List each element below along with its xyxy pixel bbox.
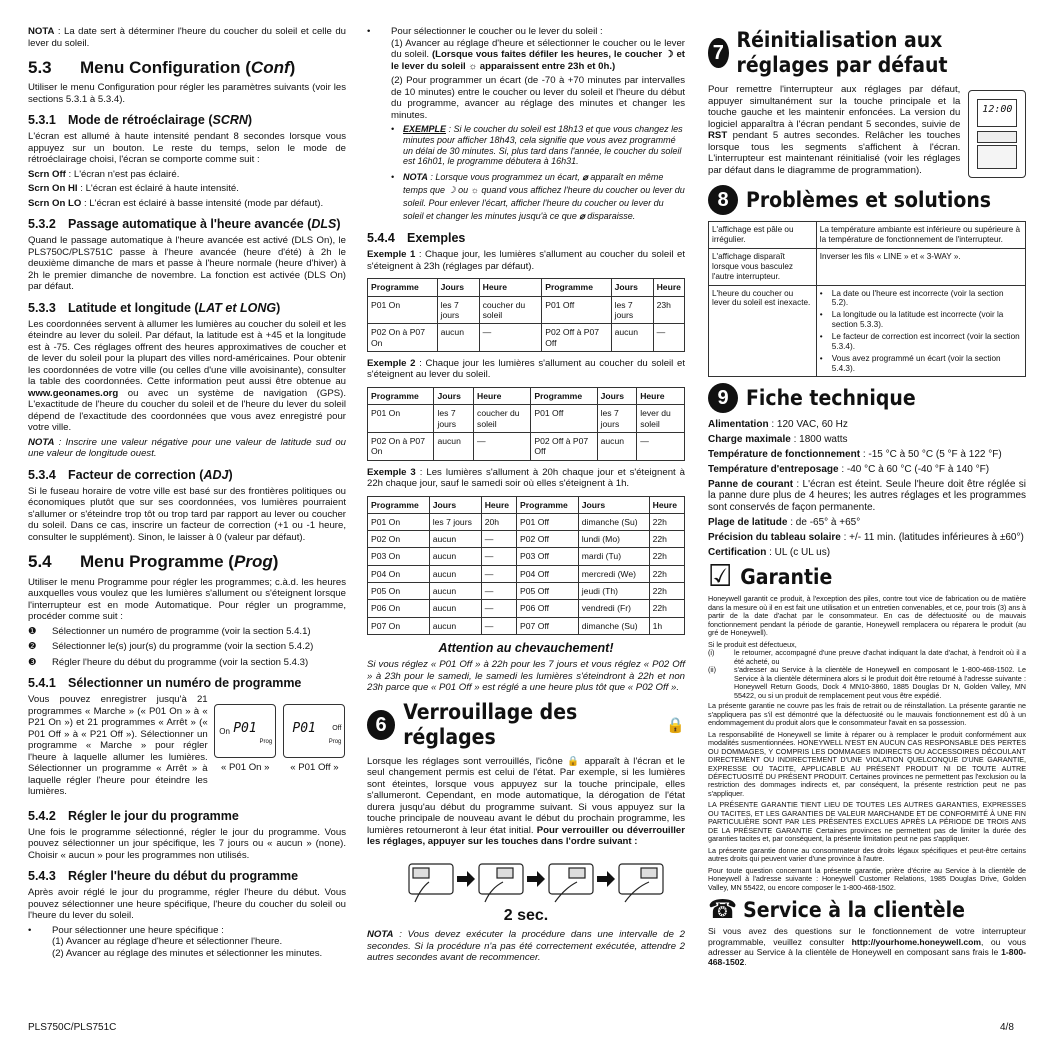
column-header: Heure: [637, 387, 685, 404]
table-cell: P05 Off: [517, 583, 579, 600]
table-row: [368, 432, 685, 460]
column-header: Heure: [474, 387, 531, 404]
table-cell: coucher du soleil: [474, 405, 531, 433]
column-header: Heure: [479, 279, 542, 296]
example-note: • EXEMPLE : Si le coucher du soleil est 18h13 et que vous changez les minutes pour afficher 18h43, cela signifie que vous avez programmé un délai de 30 minutes. Si, plus tard dans l'année, le coucher du soleil est 16h01, le programme débutera à 16h31.: [391, 124, 683, 167]
section-5-3-2-text: Quand le passage automatique à l'heure avancée est activé (DLS On), le PLS750C/PLS751C passe à l'heure avancée (heure d'été) à 2h le deuxième dimanche de mars et passe à l'heure normale (heure d'hiver) à 2h le premier dimanche de novembre. La fonction est activée (DLS On) par défaut.: [28, 235, 346, 293]
table-cell: les 7 jours: [611, 296, 653, 324]
step-2: ❷ Sélectionner le(s) jour(s) du programme (voir la section 5.4.2): [28, 641, 314, 653]
bullet-specific-time: • Pour sélectionner une heure spécifique :: [28, 924, 224, 936]
table-cell: les 7 jours: [429, 513, 481, 530]
bullet-specific-time-step-1: (1) Avancer au réglage d'heure et sélectionner l'heure.: [52, 936, 283, 948]
bullet-icon: •: [367, 26, 371, 37]
table-cell: 22h: [649, 513, 684, 530]
section-5-3-3-text: Les coordonnées servent à allumer les lumières au coucher du soleil et les éteindre au lever du soleil. Par défaut, la latitude est à +45 et la longitude est à -75. Ces réglages offrent des heures approximatives de coucher et de lever du soleil pour la plupart des villes nord-américaines. Pour obtenir les coordonnées de votre ville (ou celles d'une ville avoisinante), consulter la table des coordonnées. Cette information peut aussi être obtenue au www.geonames.org ou avec un système de navigation (GPS). L'exactitude de l'heure du coucher du soleil et de l'heure du lever du soleil dépend de l'exactitude des coordonnées que vous avez enregistré pour votre ville.: [28, 318, 346, 434]
scrn-off: Scrn Off : L'écran n'est pas éclairé.: [28, 168, 180, 180]
lcd-display-icon: P01 Off Prog: [283, 704, 345, 758]
table-row: [368, 583, 685, 600]
table-cell: P07 On: [368, 617, 430, 634]
section-5-4-text: Utiliser le menu Programme pour régler les programmes; c.à.d. les heures auxquelles vous voulez que les lumières s'allument ou s'éteignent lorsque l'interrupteur est en mode Automatique. Pour régler un programme, procéder comme suit :: [28, 576, 346, 623]
column-2: [367, 26, 685, 967]
table-row: L'heure du coucher ou lever du soleil est inexacte. • La date ou l'heure est incorrecte (voir la section 5.2). • La longitude ou la latitude est incorrecte (voir la section 5.3.3). • Le facteur de correction est incorrect (voir la section 5.3.4). • Vous avez programmé un écart (voir la section 5.4.3).: [709, 285, 1026, 377]
customer-service-phone: 1-800-468-1502: [708, 946, 1026, 968]
customer-service-heading: ☎ Service à la clientèle: [708, 895, 965, 926]
column-header: Programme: [368, 387, 434, 404]
bullet-icon: •: [391, 172, 395, 183]
column-header: Jours: [429, 496, 481, 513]
table-cell: dimanche (Su): [578, 617, 649, 634]
table-cell: 22h: [649, 548, 684, 565]
table-cell: P02 On à P07 On: [368, 432, 434, 460]
table-cell: 22h: [649, 565, 684, 582]
honeywell-link[interactable]: http://yourhome.honeywell.com: [851, 936, 982, 947]
column-header: Heure: [653, 279, 684, 296]
lcd-p01-on: On P01 Prog « P01 On »: [214, 694, 277, 801]
table-cell: P05 On: [368, 583, 430, 600]
spec-solar-accuracy: Précision du tableau solaire : +/- 11 min. (latitudes inférieures à ±60°): [708, 531, 1024, 543]
table-cell: aucun: [611, 324, 653, 352]
table-cell: P01 On: [368, 405, 434, 433]
offset-note: • NOTA : Lorsque vous programmez un écart, ⌀ apparaît en même temps que ☽ ou ☼ quand vous affichez l'heure du coucher ou lever du soleil. Pour enlever l'écart, afficher l'heure du coucher ou lever du soleil et changer les minutes jusqu'à ce que ⌀ disparaisse.: [391, 171, 685, 223]
table-row: [368, 548, 685, 565]
table-cell: aucun: [429, 583, 481, 600]
customer-service-text: Si vous avez des questions sur le fonctionnement de votre interrupteur programmable, veuillez consulter http://yourhome.honeywell.com, ou vous adresser au Service à la clientèle de Honeywell en composant sans frais le 1-800-468-1502.: [708, 926, 1026, 968]
spec-storage-temp: Température d'entreposage : -40 °C à 60 °C (-40 °F à 140 °F): [708, 463, 990, 475]
table-cell: P02 Off à P07 Off: [531, 432, 597, 460]
table-cell: —: [481, 531, 516, 548]
table-cell: les 7 jours: [437, 296, 479, 324]
column-header: Programme: [517, 496, 579, 513]
bullet-specific-time-step-2: (2) Avancer au réglage des minutes et sélectionner les minutes.: [52, 947, 323, 959]
table-cell: P04 Off: [517, 565, 579, 582]
bullet-icon: •: [28, 924, 32, 936]
device-screen: 12:00: [977, 99, 1017, 127]
lcd-display-icon: On P01 Prog: [214, 704, 276, 758]
section-6-heading: 6 Verrouillage des réglages 🔒: [367, 700, 685, 750]
section-5-4-3-heading: 5.4.3 Régler l'heure du début du programme: [28, 869, 299, 884]
duration-label: 2 sec.: [503, 906, 549, 924]
table-cell: —: [481, 600, 516, 617]
number-6-icon: 6: [367, 710, 395, 740]
section-9-heading: 9 Fiche technique: [708, 383, 1026, 413]
section-8-heading: 8 Problèmes et solutions: [708, 185, 1026, 215]
section-5-4-1-heading: 5.4.1 Sélectionner un numéro de programme: [28, 676, 302, 691]
scrn-on-lo: Scrn On LO : L'écran est éclairé à basse intensité (mode par défaut).: [28, 197, 324, 209]
column-header: Programme: [368, 279, 438, 296]
geonames-link[interactable]: www.geonames.org: [28, 387, 119, 399]
table-cell: —: [637, 432, 685, 460]
table-header-row: [368, 279, 685, 296]
table-cell: aucun: [429, 531, 481, 548]
list-item: • La longitude ou la latitude est incorrecte (voir la section 5.3.3).: [819, 310, 1004, 330]
table-row: L'affichage disparaît lorsque vous basculez l'autre interrupteur. Inverser les fils « LINE » et « 3-WAY ».: [709, 249, 1026, 286]
section-5-3-heading: 5.3 Menu Configuration (Conf): [28, 58, 296, 77]
column-header: Jours: [611, 279, 653, 296]
moon-icon: ☽: [664, 49, 674, 60]
table-cell: mercredi (We): [578, 565, 649, 582]
table-row: [368, 565, 685, 582]
section-5-3-3-heading: 5.3.3 Latitude et longitude (LAT et LONG): [28, 300, 281, 315]
column-header: Programme: [368, 496, 430, 513]
table-cell: P06 Off: [517, 600, 579, 617]
moon-icon: ☽: [447, 185, 456, 196]
column-1: [28, 26, 346, 959]
table-row: [368, 617, 685, 634]
section-5-4-4-heading: 5.4.4 Exemples: [367, 231, 466, 246]
bullet-icon: •: [391, 124, 395, 134]
table-cell: P01 On: [368, 513, 430, 530]
section-5-4-2-heading: 5.4.2 Régler le jour du programme: [28, 808, 239, 823]
table-cell: —: [481, 583, 516, 600]
table-row: [368, 531, 685, 548]
table-cell: —: [481, 565, 516, 582]
table-cell: 22h: [649, 583, 684, 600]
number-9-icon: 9: [708, 383, 738, 413]
section-6-note: NOTA : Vous devez exécuter la procédure dans une intervalle de 2 secondes. Si la procédure n'a pas été correctement exécutée, attendre 2 autres secondes avant de recommencer.: [367, 929, 685, 964]
table-cell: aucun: [434, 432, 474, 460]
table-cell: lundi (Mo): [578, 531, 649, 548]
spec-power-failure: Panne de courant : L'écran est éteint. Seule l'heure doit être réglée si la panne dure plus de 4 heures; les autres réglages et les programmes sont conservés de façon permanente.: [708, 478, 1026, 514]
section-5-3-2-heading: 5.3.2 Passage automatique à l'heure avancée (DLS): [28, 217, 341, 232]
step-1: ❶ Sélectionner un numéro de programme (voir la section 5.4.1): [28, 625, 311, 637]
spec-latitude-range: Plage de latitude : de -65° à +65°: [708, 516, 861, 528]
lcd-p01-off: P01 Off Prog « P01 Off »: [283, 694, 346, 801]
table-cell: P01 Off: [542, 296, 611, 324]
warranty-text: Honeywell garantit ce produit, à l'exception des piles, contre tout vice de fabrication ou de matière dans la mesure où il en est fait une utilisation et un entretien convenables, et ce, pour trois (3) ans à partir de la date d'achat par le consommateur. En cas de défectuosité ou de mauvais fonctionnement pendant la période de garantie, Honeywell remplacera ou réparera le produit (au gré de Honeywell). Si le produit est défectueux, (i) le retourner, accompagné d'une preuve d'achat indiquant la date d'achat, à l'endroit où il a été acheté, ou (ii) s'adresser au Service à la clientèle de Honeywell en composant le 1-800-468-1502. Le Service à la clientèle déterminera alors si le produit doit être retourné à l'adresse suivante : Honeywell Return Goods, Dock 4 MN10-3860, 1885 Douglas Dr N, Golden Valley, MN 55422, ou si un produit de remplacement peut vous être expédié. La présente garantie ne couvre pas les frais de retrait ou de réinstallation. La présente garantie ne s'appliquera pas s'il est démontré que la défectuosité ou le mauvais fonctionnement est dû à un endommagement du produit alors que le consommateur l'avait en sa possession. La responsabilité de Honeywell se limite à réparer ou à remplacer le produit conformément aux modalités susmentionnées. HONEYWELL N'EST EN AUCUN CAS RESPONSABLE DES PERTES OU DOMMAGES, Y COMPRIS LES DOMMAGES INDIRECTS OU ACCESSOIRES DÉCOULANT DIRECTEMENT OU INDIRECTEMENT D'UNE VIOLATION QUELCONQUE D'UNE GARANTIE, EXPRESSE OU TACITE, APPLICABLE AU PRÉSENT PRODUIT NI DE TOUTE AUTRE DÉFECTUOSITÉ DU PRÉSENT PRODUIT. Certaines provinces ne permettent pas l'exclusion ou la restriction des dommages indirects et, par conséquent, la présente restriction peut ne pas s'appliquer. LA PRÉSENTE GARANTIE TIENT LIEU DE TOUTES LES AUTRES GARANTIES, EXPRESSES OU TACITES, ET LES GARANTIES DE VALEUR MARCHANDE ET DE CONFORMITÉ À UNE FIN PARTICULIÈRE SONT PAR LES PRÉSENTES EXCLUES APRÈS LA PÉRIODE DE TROIS ANS DE LA PRÉSENTE GARANTIE Certaines provinces ne permettent pas de limiter la durée des garanties tacites et, par conséquent, la présente limitation peut ne pas s'appliquer. La présente garantie donne au consommateur des droits légaux spécifiques et peut-être certains autres droits qui peuvent varier d'une province à l'autre. Pour toute question concernant la présente garantie, prière d'écrire au Service à la clientèle de Honeywell à l'adresse suivante : Honeywell Customer Relations, 1985 Douglas Drive, Golden Valley, MN 55422, ou encore composer le 1-800-468-1502.: [708, 594, 1026, 892]
bullet-sunset-sunrise: • Pour sélectionner le coucher ou le lever du soleil :: [367, 26, 603, 37]
table-cell: aucun: [597, 432, 637, 460]
section-5-4-2-text: Une fois le programme sélectionné, régler le jour du programme. Vous pouvez sélectionner un jour spécifique, les 7 jours ou « aucun » (none). Choisir « aucun » pour les programmes non utilisés.: [28, 826, 346, 861]
table-cell: —: [479, 324, 542, 352]
table-cell: 1h: [649, 617, 684, 634]
lock-sequence-diagram: [367, 852, 685, 910]
example-1-table: [367, 278, 685, 352]
list-item: • Le facteur de correction est incorrect (voir la section 5.3.4).: [819, 331, 1020, 351]
example-3-table: [367, 496, 685, 636]
scrn-on-hi: Scrn On HI : L'écran est éclairé à haute intensité.: [28, 183, 239, 195]
number-8-icon: 8: [708, 185, 738, 215]
number-3-icon: ❸: [28, 656, 37, 668]
section-7-heading: 7 Réinitialisation aux réglages par défaut: [708, 28, 1026, 78]
section-5-4-1-block: [28, 694, 346, 801]
section-5-4-3-text: Après avoir réglé le jour du programme, régler l'heure du début. Vous pouvez sélectionner une heure spécifique, l'heure du coucher du soleil ou l'heure du lever du soleil.: [28, 887, 346, 922]
overlap-warning-text: Si vous réglez « P01 Off » à 22h pour les 7 jours et vous réglez « P02 Off » à 23h pour le samedi, le samedi les lumières s'éteindront à 22h et non 23h parce que « P01 Off » est réglé a une heure plus tôt que « P02 Off ».: [367, 659, 685, 693]
section-5-3-3-note: NOTA : Inscrire une valeur négative pour une valeur de latitude sud ou une valeur de longitude ouest.: [28, 436, 346, 460]
table-cell: les 7 jours: [597, 405, 637, 433]
column-header: Programme: [531, 387, 597, 404]
sunset-steps: [367, 38, 685, 224]
table-cell: P02 Off: [517, 531, 579, 548]
date-note: NOTA : La date sert à déterminer l'heure du coucher du soleil et celle du lever du soleil.: [28, 26, 346, 49]
table-cell: 23h: [653, 296, 684, 324]
table-cell: aucun: [429, 600, 481, 617]
table-cell: —: [481, 548, 516, 565]
table-header-row: [368, 387, 685, 404]
section-7-text: Pour remettre l'interrupteur aux réglages par défaut, appuyer simultanément sur la touche principale et la touche gauche et les maintenir enfoncées. La version du logiciel apparaîtra à l'écran pendant 5 secondes, suivie de RST pendant 5 autres secondes. Relâcher les touches lorsque tous les segments s'affichent à l'écran. L'interrupteur est maintenant réinitialisé (voir les réglages par défaut dans le diagramme de programmation).: [708, 84, 961, 176]
column-header: Jours: [434, 387, 474, 404]
device-button: [977, 131, 1017, 143]
table-cell: —: [474, 432, 531, 460]
step-3: ❸ Régler l'heure du début du programme (voir la section 5.4.3): [28, 656, 309, 668]
specifications: [708, 419, 1026, 558]
column-header: Jours: [597, 387, 637, 404]
column-header: Jours: [578, 496, 649, 513]
table-cell: P01 Off: [531, 405, 597, 433]
device-main-button: [977, 145, 1017, 169]
table-cell: P02 On à P07 On: [368, 324, 438, 352]
table-cell: coucher du soleil: [479, 296, 542, 324]
table-row: [368, 405, 685, 433]
section-7-block: [708, 84, 1026, 179]
section-5-3-4-heading: 5.3.4 Facteur de correction (ADJ): [28, 467, 233, 482]
table-cell: vendredi (Fr): [578, 600, 649, 617]
number-2-icon: ❷: [28, 641, 37, 653]
table-cell: —: [481, 617, 516, 634]
table-cell: 22h: [649, 600, 684, 617]
table-cell: lever du soleil: [637, 405, 685, 433]
list-item: • La date ou l'heure est incorrecte (voir la section 5.2).: [819, 288, 1004, 308]
table-cell: P03 On: [368, 548, 430, 565]
table-cell: P03 Off: [517, 548, 579, 565]
list-item: • Vous avez programmé un écart (voir la section 5.4.3).: [819, 353, 1001, 373]
example-2-text: Exemple 2 : Chaque jour les lumières s'allument au coucher du soleil et s'éteignent au lever du soleil.: [367, 357, 685, 381]
table-row: [368, 296, 685, 324]
column-header: Heure: [481, 496, 516, 513]
table-cell: P01 Off: [517, 513, 579, 530]
example-2-table: [367, 387, 685, 461]
sunset-step-2: (2) Pour programmer un écart (de -70 à +70 minutes par intervalles de 10 minutes) entre le coucher ou lever du soleil et l'heure du début du programme, avancer au réglage des minutes et changer les minutes.: [391, 75, 685, 121]
offset-icon: ⌀: [579, 211, 585, 222]
lock-icon: 🔒: [566, 755, 581, 767]
column-header: Heure: [649, 496, 684, 513]
footer-page-number: 4/8: [1000, 1022, 1014, 1033]
table-cell: mardi (Tu): [578, 548, 649, 565]
table-header-row: [368, 496, 685, 513]
number-7-icon: 7: [708, 38, 729, 68]
table-cell: P02 On: [368, 531, 430, 548]
example-1-text: Exemple 1 : Chaque jour, les lumières s'allument au coucher du soleil et s'éteignent à 23h (réglages par défaut).: [367, 249, 685, 272]
sun-icon: ☼: [468, 60, 478, 72]
section-6-text: Lorsque les réglages sont verrouillés, l'icône 🔒 apparaît à l'écran et le seul changement permis est celui de l'état. Par exemple, si les lumières sont éteintes, lorsque vous appuyez sur la touche principale, elles s'allumeront. Cependant, en mode automatique, la dérogation de l'état durera jusqu'au début du programme suivant. Si vous appuyez sur la touche principale de nouveau avant le début du prochain programme, les lumières retourneront à leur état initial. Pour verrouiller ou déverrouiller les réglages, appuyer sur les touches dans l'ordre suivant :: [367, 755, 686, 848]
section-5-3-4-text: Si le fuseau horaire de votre ville est basé sur des frontières politiques ou économiques plutôt que sur ses coordonnées, vos lumières pourraient s'allumer or s'éteindre trop tôt ou trop tard par rapport au lever ou coucher du soleil. Dans ce cas, inscrire un facteur de correction (+1 ou -1 heure, consulter le supplément). Sinon, le laisser à 0 (valeur par défaut).: [28, 485, 346, 543]
phone-icon: ☎: [708, 895, 738, 926]
table-cell: aucun: [429, 565, 481, 582]
overlap-warning-title: Attention au chevauchement!: [438, 641, 614, 655]
sun-icon: ☼: [470, 185, 479, 196]
table-row: [368, 513, 685, 530]
spec-operating-temp: Température de fonctionnement : -15 °C à 50 °C (5 °F à 122 °F): [708, 448, 1002, 460]
number-1-icon: ❶: [28, 625, 37, 637]
table-cell: 20h: [481, 513, 516, 530]
sunset-step-1: (1) Avancer au réglage d'heure et sélectionner le coucher ou le lever du soleil. (Lorsque vous faites défiler les heures, le coucher ☽ et le lever du soleil ☼ apparaissent entre 23h et 0h.): [391, 37, 685, 72]
lock-icon: 🔒: [666, 715, 685, 734]
table-row: [368, 600, 685, 617]
column-header: Programme: [542, 279, 611, 296]
button-press-sequence-icon: [367, 852, 685, 910]
table-cell: P02 Off à P07 Off: [542, 324, 611, 352]
table-cell: —: [653, 324, 684, 352]
column-3: [708, 26, 1026, 971]
footer-model: PLS750C/PLS751C: [28, 1022, 117, 1033]
spec-power: Alimentation : 120 VAC, 60 Hz: [708, 419, 848, 431]
table-cell: P06 On: [368, 600, 430, 617]
section-5-4-1-text: Vous pouvez enregistrer jusqu'à 21 programmes « Marche » (« P01 On » à « P21 On ») et 21 programmes « Arrêt » (« P01 Off » à « P21 Off »). Sélectionner un programme « Marche » pour régler l'heure à laquelle allumer les lumières. Sélectionner un programme « Arrêt » à laquelle régler l'heure pour éteindre les lumières.: [28, 694, 208, 798]
checkbox-icon: ☑: [708, 559, 733, 595]
table-cell: aucun: [429, 548, 481, 565]
section-5-3-1-text: L'écran est allumé à haute intensité pendant 8 secondes lorsque vous appuyez sur un bouton. Le reste du temps, selon le mode de rétroéclairage choisi, l'écran se comporte comme suit :: [28, 131, 346, 166]
table-cell: aucun: [437, 324, 479, 352]
section-5-4-heading: 5.4 Menu Programme (Prog): [28, 552, 279, 572]
warranty-heading: ☑ Garantie: [708, 559, 833, 595]
offset-icon: ⌀: [582, 172, 588, 183]
spec-certification: Certification : UL (c UL us): [708, 546, 831, 558]
table-cell: P04 On: [368, 565, 430, 582]
table-cell: dimanche (Su): [578, 513, 649, 530]
table-cell: 22h: [649, 531, 684, 548]
table-cell: aucun: [429, 617, 481, 634]
table-row: L'affichage est pâle ou irrégulier. La température ambiante est inférieure ou supérieure à la température de fonctionnement de l'interrupteur.: [709, 222, 1026, 249]
table-cell: P01 On: [368, 296, 438, 324]
table-cell: P07 Off: [517, 617, 579, 634]
section-5-3-1-heading: 5.3.1 Mode de rétroéclairage (SCRN): [28, 113, 253, 128]
table-row: [368, 324, 685, 352]
switch-device-icon: [968, 90, 1026, 178]
section-5-3-text: Utiliser le menu Configuration pour régler les paramètres suivants (voir les sections 5.3.1 à 5.3.4).: [28, 82, 346, 105]
column-header: Jours: [437, 279, 479, 296]
table-cell: les 7 jours: [434, 405, 474, 433]
example-3-text: Exemple 3 : Les lumières s'allument à 20h chaque jour et s'éteignent à 22h chaque jour, sauf le samedi soir où elles s'éteignent à 1h.: [367, 466, 685, 489]
table-cell: jeudi (Th): [578, 583, 649, 600]
troubleshooting-table: [708, 221, 1026, 377]
spec-load: Charge maximale : 1800 watts: [708, 434, 848, 446]
